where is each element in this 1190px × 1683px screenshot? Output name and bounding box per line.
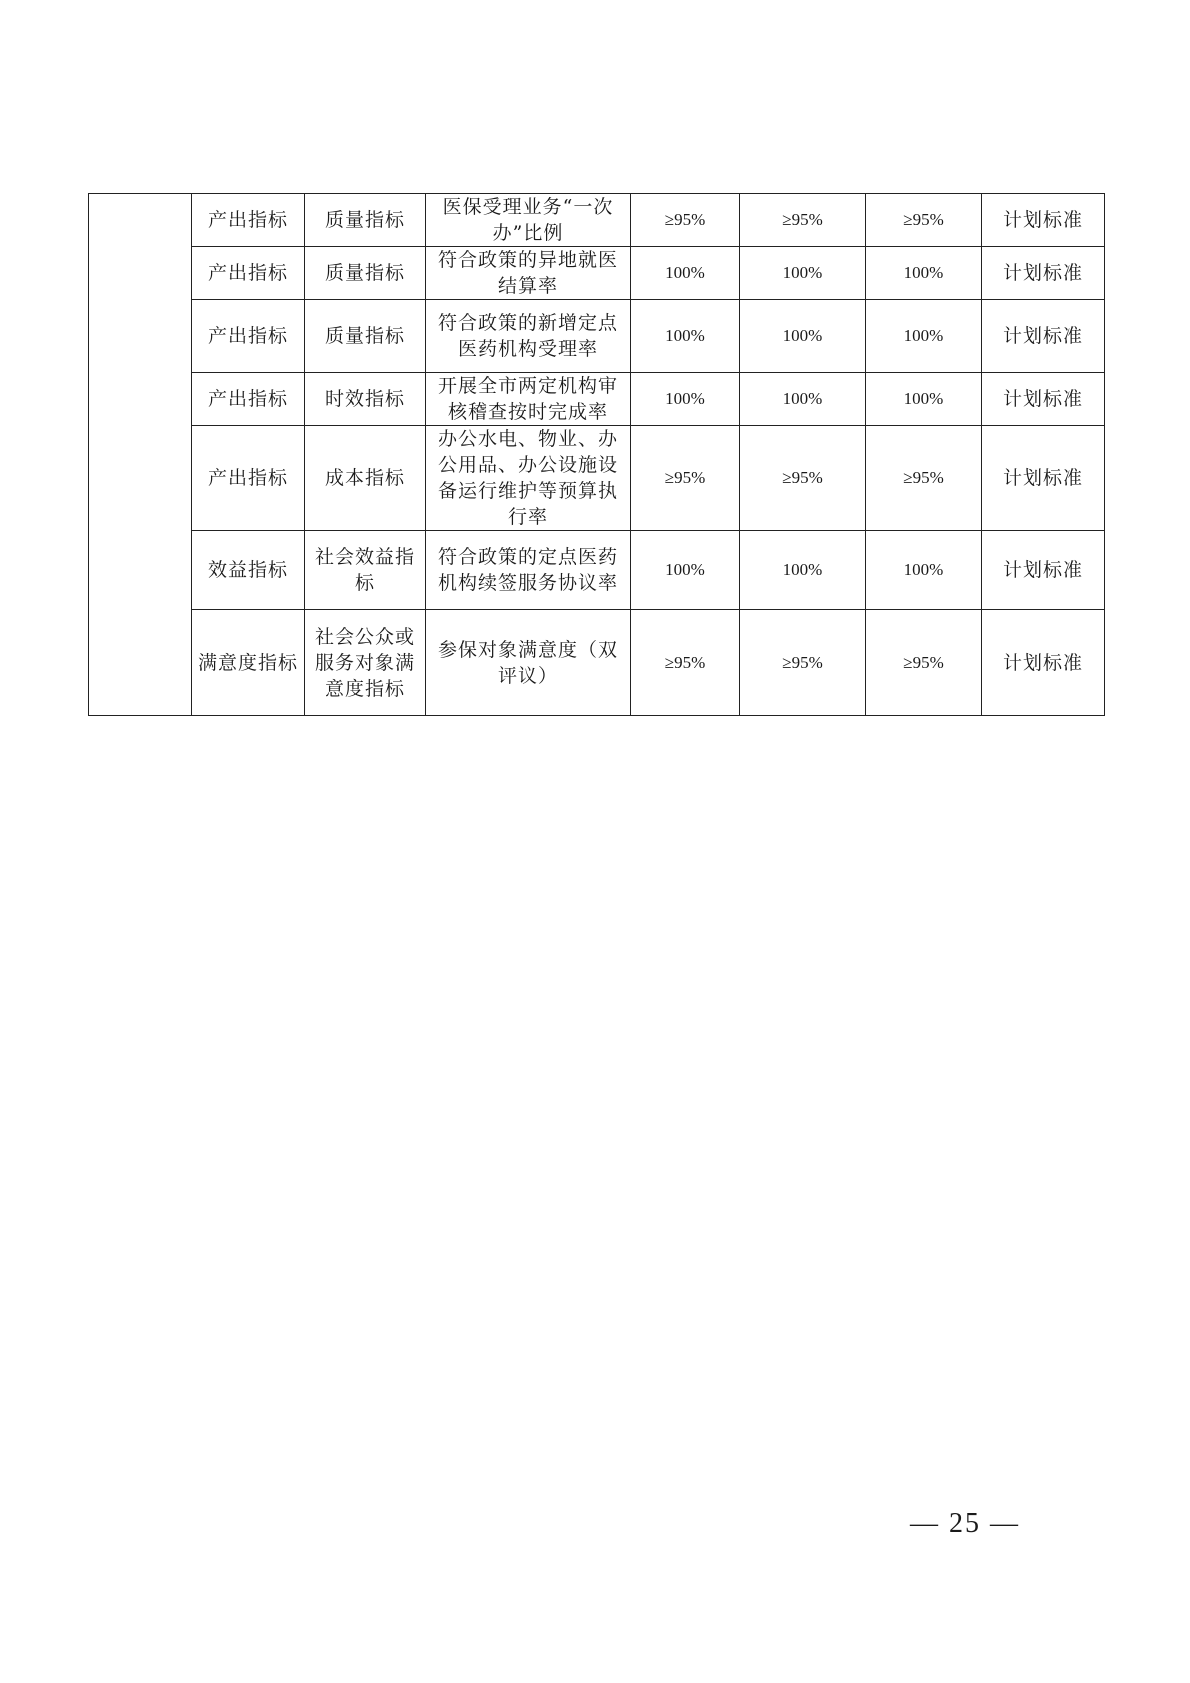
mid-target-value: 100% [740, 300, 866, 373]
level2-indicator: 质量指标 [305, 194, 426, 247]
level1-indicator: 效益指标 [192, 531, 305, 610]
basis-value: 计划标准 [982, 194, 1105, 247]
actual-value: ≥95% [866, 194, 982, 247]
basis-value: 计划标准 [982, 610, 1105, 716]
annual-target-value: 100% [631, 247, 740, 300]
annual-target-value: 100% [631, 300, 740, 373]
basis-value: 计划标准 [982, 373, 1105, 426]
level2-indicator: 成本指标 [305, 426, 426, 531]
blank-merged-cell [89, 194, 192, 716]
performance-indicator-table [88, 193, 1105, 716]
level2-indicator: 时效指标 [305, 373, 426, 426]
indicator-name: 符合政策的定点医药机构续签服务协议率 [426, 531, 631, 610]
table-row [89, 531, 1105, 610]
basis-value: 计划标准 [982, 426, 1105, 531]
annual-target-value: ≥95% [631, 194, 740, 247]
level2-indicator: 社会效益指标 [305, 531, 426, 610]
actual-value: 100% [866, 531, 982, 610]
actual-value: 100% [866, 373, 982, 426]
actual-value: 100% [866, 300, 982, 373]
level2-indicator: 质量指标 [305, 247, 426, 300]
indicator-name: 符合政策的新增定点医药机构受理率 [426, 300, 631, 373]
actual-value: ≥95% [866, 426, 982, 531]
indicator-name: 开展全市两定机构审核稽查按时完成率 [426, 373, 631, 426]
basis-value: 计划标准 [982, 531, 1105, 610]
annual-target-value: ≥95% [631, 426, 740, 531]
level2-indicator: 质量指标 [305, 300, 426, 373]
level1-indicator: 产出指标 [192, 194, 305, 247]
level1-indicator: 产出指标 [192, 300, 305, 373]
basis-value: 计划标准 [982, 300, 1105, 373]
table-row [89, 300, 1105, 373]
level2-indicator: 社会公众或服务对象满意度指标 [305, 610, 426, 716]
table-row [89, 610, 1105, 716]
level1-indicator: 产出指标 [192, 373, 305, 426]
mid-target-value: 100% [740, 531, 866, 610]
mid-target-value: 100% [740, 247, 866, 300]
table-row [89, 426, 1105, 531]
annual-target-value: 100% [631, 373, 740, 426]
indicator-name: 参保对象满意度（双评议） [426, 610, 631, 716]
level1-indicator: 产出指标 [192, 247, 305, 300]
mid-target-value: ≥95% [740, 426, 866, 531]
mid-target-value: ≥95% [740, 194, 866, 247]
mid-target-value: 100% [740, 373, 866, 426]
annual-target-value: ≥95% [631, 610, 740, 716]
level1-indicator: 产出指标 [192, 426, 305, 531]
indicator-name: 办公水电、物业、办公用品、办公设施设备运行维护等预算执行率 [426, 426, 631, 531]
table-row [89, 247, 1105, 300]
annual-target-value: 100% [631, 531, 740, 610]
basis-value: 计划标准 [982, 247, 1105, 300]
level1-indicator: 满意度指标 [192, 610, 305, 716]
mid-target-value: ≥95% [740, 610, 866, 716]
indicator-name: 医保受理业务“一次办”比例 [426, 194, 631, 247]
actual-value: 100% [866, 247, 982, 300]
actual-value: ≥95% [866, 610, 982, 716]
page-number: — 25 — [910, 1508, 1020, 1539]
table-row [89, 194, 1105, 247]
table-row [89, 373, 1105, 426]
indicator-name: 符合政策的异地就医结算率 [426, 247, 631, 300]
